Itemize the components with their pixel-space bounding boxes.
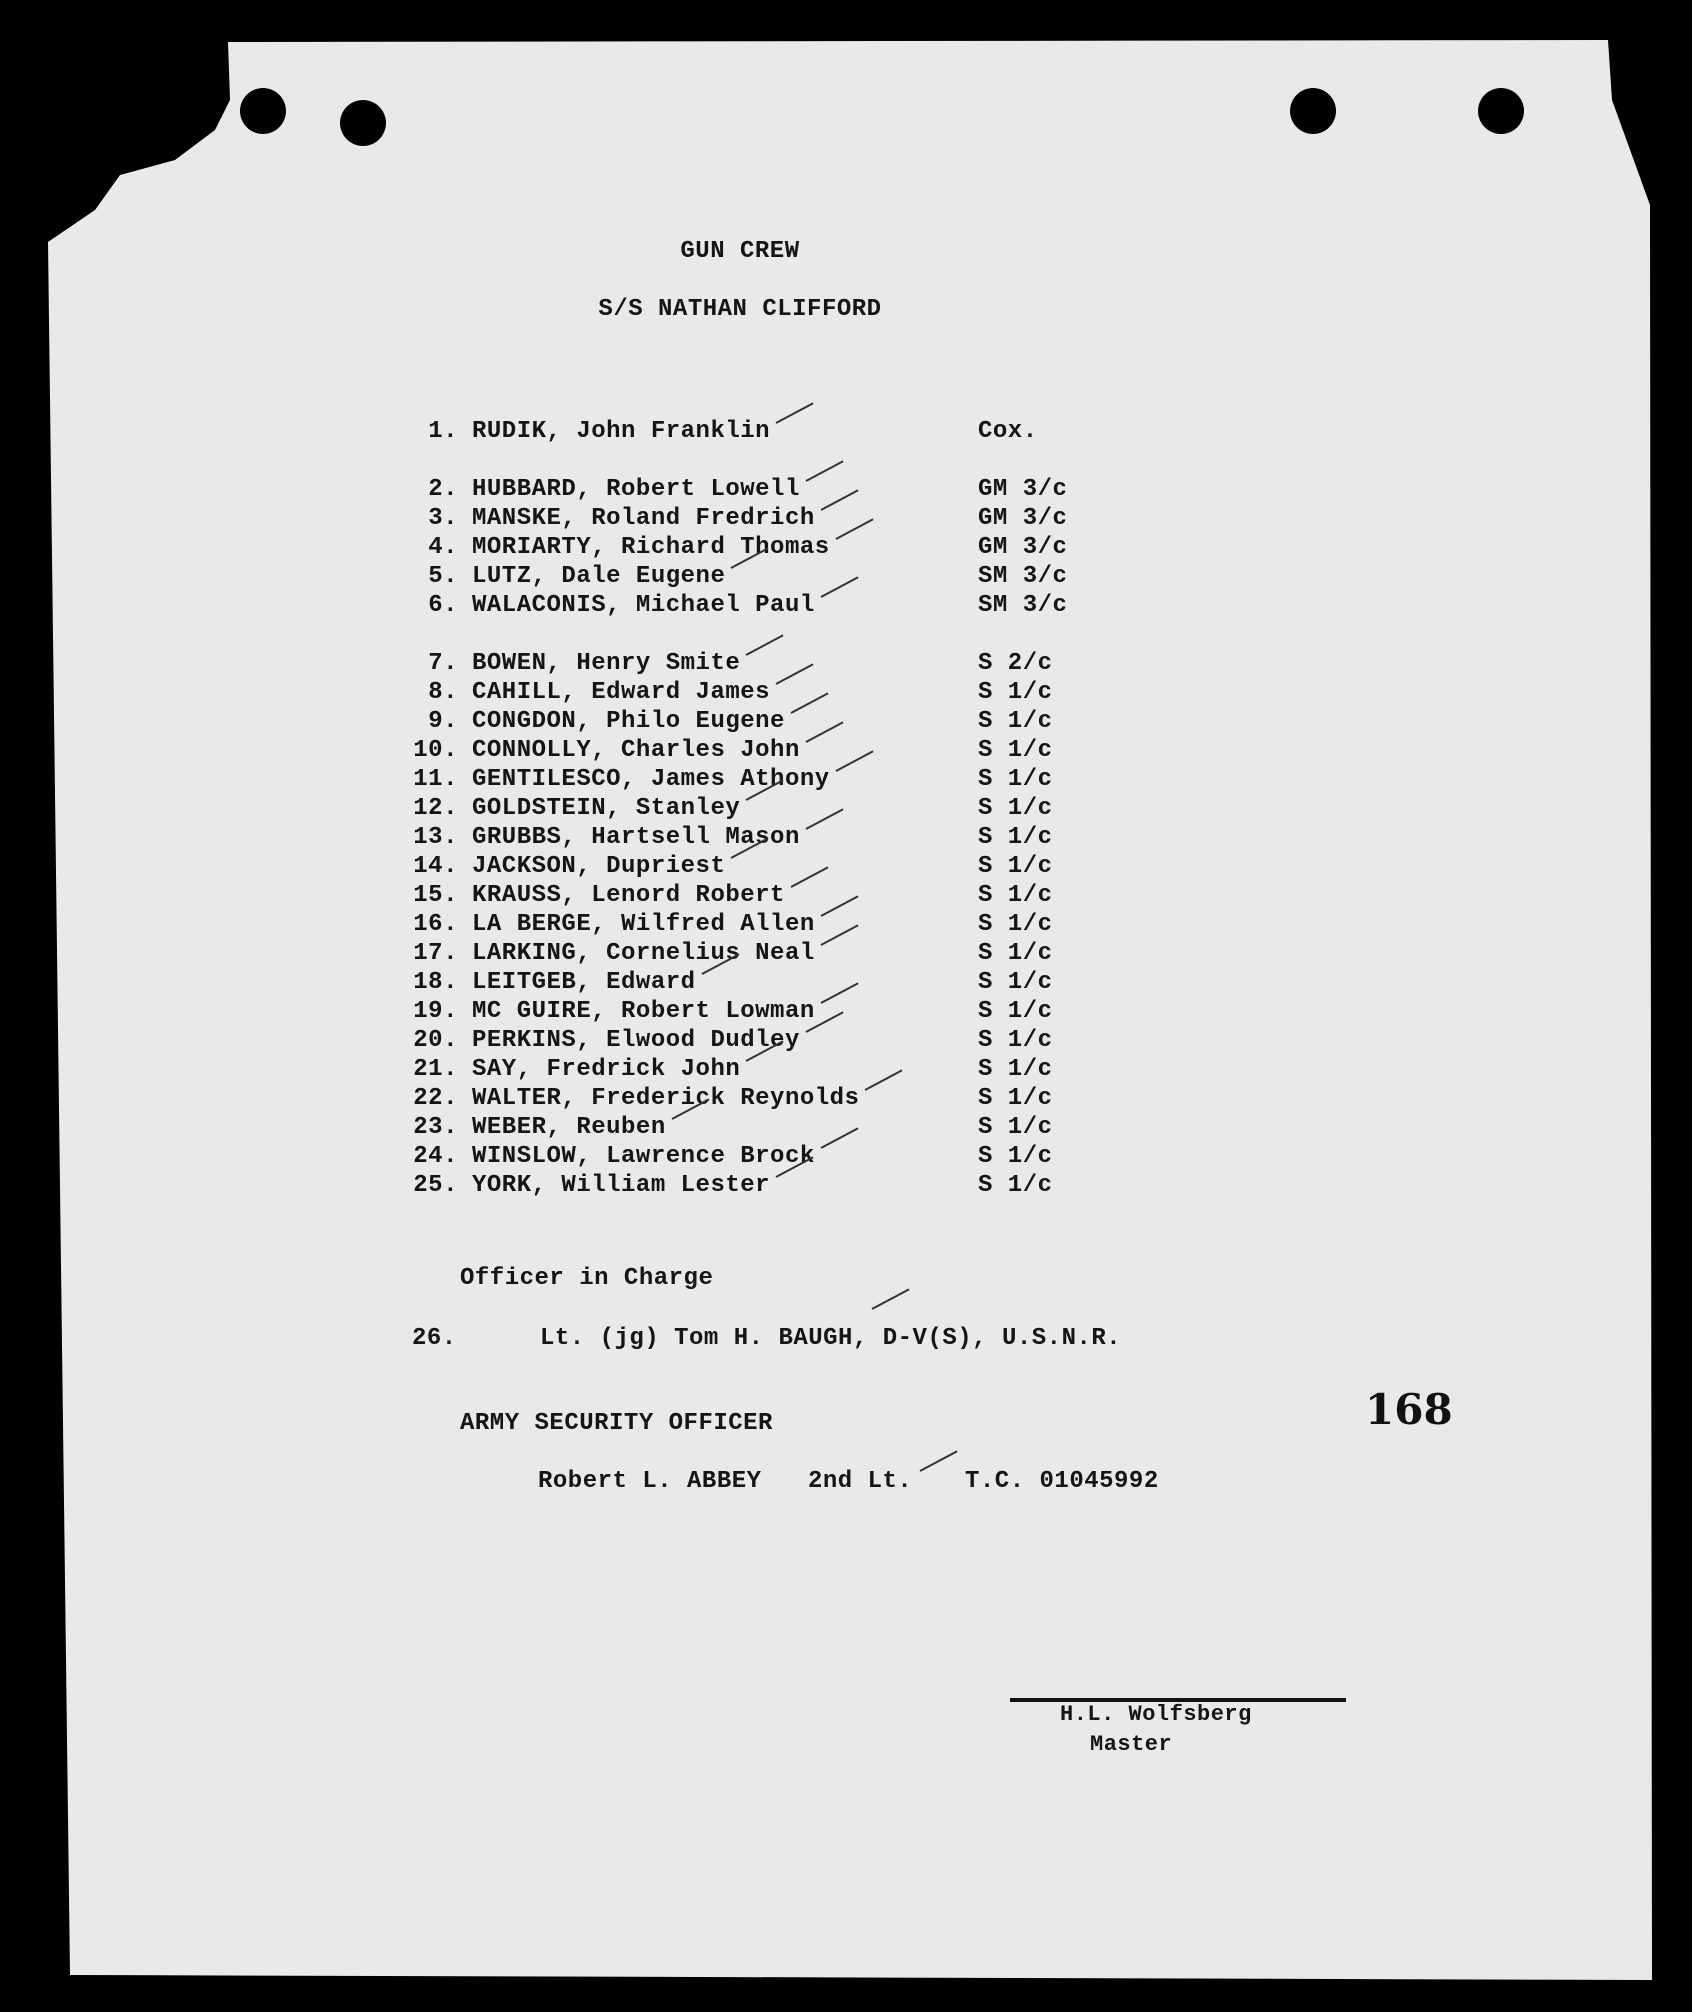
check-mark — [805, 460, 843, 481]
crew-name: CONNOLLY, Charles John — [472, 737, 800, 764]
check-mark — [865, 1069, 903, 1090]
crew-number: 14. — [413, 853, 458, 880]
crew-rate: GM 3/c — [978, 476, 1068, 503]
crew-name: PERKINS, Elwood Dudley — [472, 1027, 800, 1054]
crew-number: 5. — [428, 563, 458, 590]
crew-number: 24. — [413, 1143, 458, 1170]
page-number: 168 — [1365, 1385, 1453, 1434]
army-officer-serial: T.C. 01045992 — [965, 1468, 1159, 1495]
check-mark — [790, 692, 828, 713]
crew-name: GENTILESCO, James Athony — [472, 766, 830, 793]
crew-number: 17. — [413, 940, 458, 967]
crew-rate: SM 3/c — [978, 592, 1068, 619]
crew-name: LEITGEB, Edward — [472, 969, 696, 996]
check-mark — [790, 866, 828, 887]
crew-number: 8. — [428, 679, 458, 706]
crew-rate: S 1/c — [978, 1172, 1053, 1199]
crew-number: 10. — [413, 737, 458, 764]
crew-rate: S 1/c — [978, 1085, 1053, 1112]
crew-number: 20. — [413, 1027, 458, 1054]
crew-rate: S 1/c — [978, 853, 1053, 880]
crew-name: KRAUSS, Lenord Robert — [472, 882, 785, 909]
crew-number: 4. — [428, 534, 458, 561]
ship-name: S/S NATHAN CLIFFORD — [598, 296, 882, 323]
crew-name: GOLDSTEIN, Stanley — [472, 795, 741, 822]
crew-name: JACKSON, Dupriest — [472, 853, 726, 880]
crew-number: 11. — [413, 766, 458, 793]
crew-number: 2. — [428, 476, 458, 503]
army-section-heading: ARMY SECURITY OFFICER — [460, 1410, 773, 1437]
crew-number: 18. — [413, 969, 458, 996]
crew-name: MORIARTY, Richard Thomas — [472, 534, 830, 561]
crew-number: 16. — [413, 911, 458, 938]
check-mark — [746, 634, 784, 655]
crew-number: 22. — [413, 1085, 458, 1112]
crew-name: WINSLOW, Lawrence Brock — [472, 1143, 815, 1170]
officer-number: 26. — [412, 1325, 457, 1352]
check-mark — [820, 895, 858, 916]
crew-rate: S 1/c — [978, 1056, 1053, 1083]
crew-number: 6. — [428, 592, 458, 619]
crew-number: 7. — [428, 650, 458, 677]
crew-number: 21. — [413, 1056, 458, 1083]
check-mark — [776, 402, 814, 423]
crew-rate: S 1/c — [978, 969, 1053, 996]
army-officer-name: Robert L. ABBEY — [538, 1468, 762, 1495]
crew-name: WALTER, Frederick Reynolds — [472, 1085, 860, 1112]
crew-name: RUDIK, John Franklin — [472, 418, 771, 445]
punch-hole — [1290, 88, 1336, 134]
check-mark — [820, 576, 858, 597]
check-mark — [820, 924, 858, 945]
crew-rate: GM 3/c — [978, 534, 1068, 561]
crew-rate: S 1/c — [978, 1143, 1053, 1170]
crew-number: 3. — [428, 505, 458, 532]
crew-rate: S 1/c — [978, 737, 1053, 764]
crew-number: 23. — [413, 1114, 458, 1141]
crew-rate: S 1/c — [978, 766, 1053, 793]
crew-name: SAY, Fredrick John — [472, 1056, 741, 1083]
crew-rate: S 1/c — [978, 824, 1053, 851]
crew-rate: SM 3/c — [978, 563, 1068, 590]
crew-number: 9. — [428, 708, 458, 735]
crew-rate: S 1/c — [978, 679, 1053, 706]
crew-rate: S 1/c — [978, 795, 1053, 822]
punch-hole — [240, 88, 286, 134]
crew-rate: Cox. — [978, 418, 1038, 445]
crew-number: 25. — [413, 1172, 458, 1199]
officer-section-heading: Officer in Charge — [460, 1265, 714, 1292]
officer-entry: Lt. (jg) Tom H. BAUGH, D-V(S), U.S.N.R. — [540, 1325, 1122, 1352]
signatory-title: Master — [1090, 1732, 1173, 1757]
crew-number: 13. — [413, 824, 458, 851]
check-mark — [835, 750, 873, 771]
crew-name: LA BERGE, Wilfred Allen — [472, 911, 815, 938]
crew-name: BOWEN, Henry Smite — [472, 650, 741, 677]
crew-name: CONGDON, Philo Eugene — [472, 708, 785, 735]
crew-name: YORK, William Lester — [472, 1172, 771, 1199]
check-mark — [872, 1288, 910, 1309]
punch-hole — [1478, 88, 1524, 134]
crew-name: CAHILL, Edward James — [472, 679, 771, 706]
crew-name: HUBBARD, Robert Lowell — [472, 476, 800, 503]
crew-rate: S 1/c — [978, 882, 1053, 909]
punch-hole — [340, 100, 386, 146]
crew-name: WEBER, Reuben — [472, 1114, 666, 1141]
check-mark — [776, 663, 814, 684]
crew-number: 12. — [413, 795, 458, 822]
crew-rate: S 2/c — [978, 650, 1053, 677]
crew-name: MANSKE, Roland Fredrich — [472, 505, 815, 532]
signatory-name: H.L. Wolfsberg — [1060, 1702, 1252, 1727]
check-mark — [820, 982, 858, 1003]
crew-number: 15. — [413, 882, 458, 909]
crew-rate: S 1/c — [978, 940, 1053, 967]
crew-name: LUTZ, Dale Eugene — [472, 563, 726, 590]
check-mark — [820, 1127, 858, 1148]
check-mark — [920, 1450, 958, 1471]
crew-rate: S 1/c — [978, 1114, 1053, 1141]
check-mark — [805, 808, 843, 829]
crew-name: MC GUIRE, Robert Lowman — [472, 998, 815, 1025]
crew-name: LARKING, Cornelius Neal — [472, 940, 815, 967]
crew-rate: S 1/c — [978, 911, 1053, 938]
crew-name: GRUBBS, Hartsell Mason — [472, 824, 800, 851]
crew-rate: S 1/c — [978, 998, 1053, 1025]
doc-title: GUN CREW — [680, 238, 800, 265]
crew-number: 19. — [413, 998, 458, 1025]
crew-number: 1. — [428, 418, 458, 445]
crew-rate: S 1/c — [978, 708, 1053, 735]
crew-rate: S 1/c — [978, 1027, 1053, 1054]
army-officer-rank: 2nd Lt. — [808, 1468, 913, 1495]
crew-name: WALACONIS, Michael Paul — [472, 592, 815, 619]
check-mark — [835, 518, 873, 539]
check-mark — [805, 721, 843, 742]
crew-rate: GM 3/c — [978, 505, 1068, 532]
check-mark — [820, 489, 858, 510]
